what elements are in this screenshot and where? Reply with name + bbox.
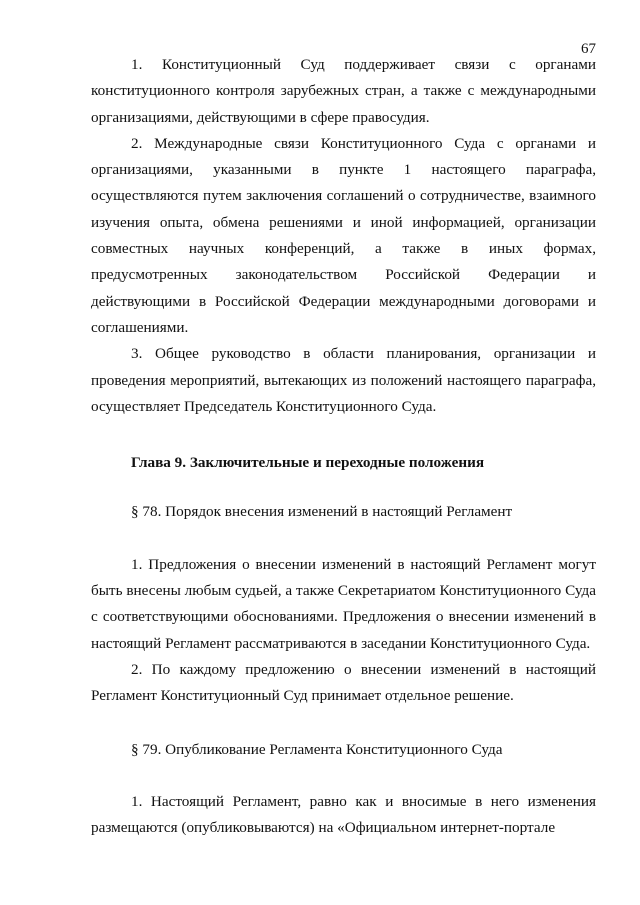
page-number: 67 <box>581 41 596 57</box>
paragraph-intl-relations-2: 2. Международные связи Конституционного Суда с органами и организациями, указанными в пункте 1 настоящего параграфа, осуществляются путем заключения соглашений о сотрудничестве, взаимного изучения опыта, обмена решениями и иной информацией, организации совместных научных конференций, а также в иных формах, предусмотренных законодательством Российской Федерации и действующими в Российской Федерации международными договорами и соглашениями. <box>91 134 596 336</box>
section-78-title: § 78. Порядок внесения изменений в настоящий Регламент <box>131 503 513 521</box>
section-78-paragraph-2: 2. По каждому предложению о внесении изменений в настоящий Регламент Конституционный Суд принимает отдельное решение. <box>91 660 596 705</box>
document-page <box>91 52 596 841</box>
chapter-title: Глава 9. Заключительные и переходные положения <box>131 454 485 472</box>
section-79-paragraph-1: 1. Настоящий Регламент, равно как и вносимые в него изменения размещаются (опубликовываются) на «Официальном интернет-портале <box>91 792 596 837</box>
section-78-paragraph-1: 1. Предложения о внесении изменений в настоящий Регламент могут быть внесены любым судьей, а также Секретариатом Конституционного Суда с соответствующими обоснованиями. Предложения о внесении изменений в настоящий Регламент рассматриваются в заседании Конституционного Суда. <box>91 555 596 652</box>
paragraph-intl-relations-1: 1. Конституционный Суд поддерживает связи с органами конституционного контроля зарубежных стран, а также с международными организациями, действующими в сфере правосудия. <box>91 56 596 126</box>
paragraph-intl-relations-3: 3. Общее руководство в области планирования, организации и проведения мероприятий, вытекающих из положений настоящего параграфа, осуществляет Председатель Конституционного Суда. <box>91 345 596 415</box>
section-79-title: § 79. Опубликование Регламента Конституционного Суда <box>131 740 503 758</box>
